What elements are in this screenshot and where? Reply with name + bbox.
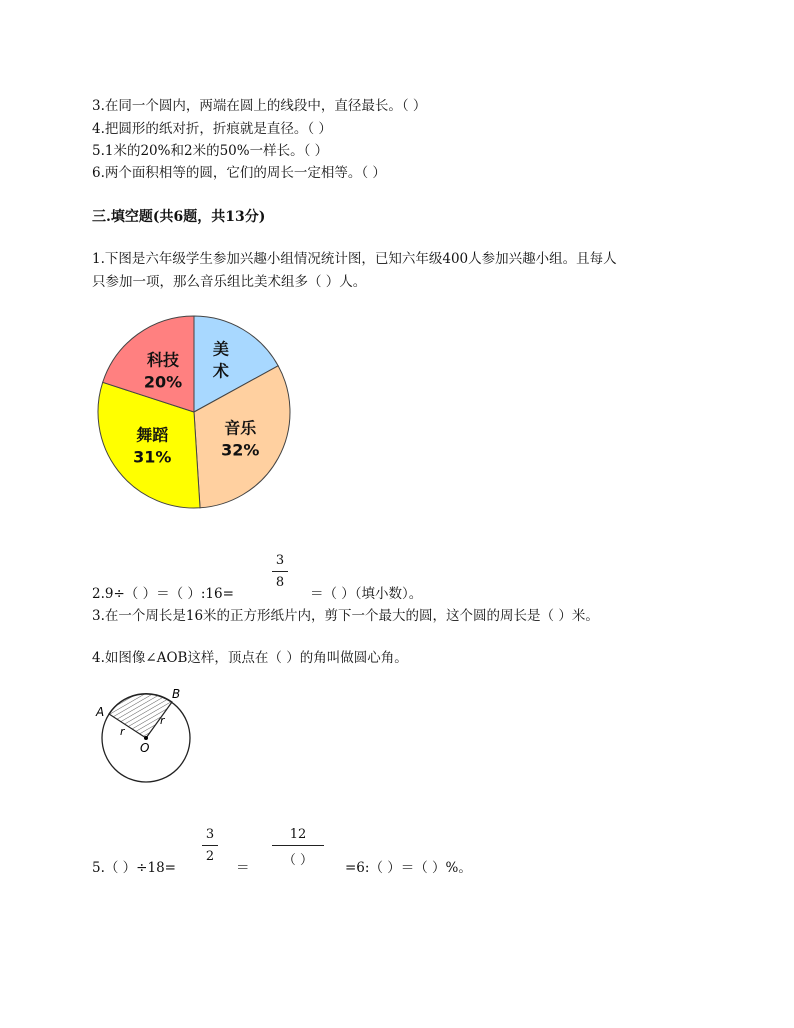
fill-q4: 4.如图像∠AOB这样，顶点在（ ）的角叫做圆心角。 <box>92 650 408 666</box>
fill-q1-line2: 只参加一项，那么音乐组比美术组多（ ）人。 <box>92 274 367 290</box>
section-heading: 三.填空题(共6题，共13分) <box>92 209 266 225</box>
question-3: 3.在同一个圆内，两端在圆上的线段中，直径最长。（ ） <box>92 98 427 114</box>
fill-q2-prefix: 2.9÷（ ）＝（ ）:16= <box>92 586 234 602</box>
pie-value-label-1: 32% <box>221 440 260 460</box>
pie-value-label-2: 31% <box>133 447 172 467</box>
fraction-numerator: 3 <box>275 553 285 568</box>
fraction2-bar <box>272 845 324 846</box>
label-r-right: r <box>160 714 165 727</box>
fill-q5-fraction2 <box>272 827 324 868</box>
label-o: O <box>140 741 150 755</box>
question-6: 6.两个面积相等的圆，它们的周长一定相等。（ ） <box>92 165 386 181</box>
circle-figure <box>94 686 204 790</box>
pie-chart <box>94 312 294 516</box>
pie-value-label-3: 20% <box>143 372 183 392</box>
fraction1-numerator: 3 <box>205 827 215 842</box>
question-4: 4.把圆形的纸对折，折痕就是直径。（ ） <box>92 121 332 137</box>
fill-q5-equals: ＝ <box>236 860 250 876</box>
pie-chart-svg <box>94 312 294 512</box>
center-point <box>144 736 148 740</box>
fraction-denominator: 8 <box>275 575 285 590</box>
fraction2-numerator: 12 <box>289 827 307 842</box>
fraction1-denominator: 2 <box>205 849 215 864</box>
circle-figure-svg <box>94 686 204 786</box>
fraction-bar <box>272 571 288 572</box>
label-a: A <box>96 705 105 719</box>
fill-q2-fraction <box>272 553 288 590</box>
fill-q1-line1: 1.下图是六年级学生参加兴趣小组情况统计图，已知六年级400人参加兴趣小组。且每人 <box>92 251 617 267</box>
pie-label-0: 美术 <box>212 339 229 381</box>
fill-q5-part2: =6:（ ）＝（ ）%。 <box>345 860 472 876</box>
pie-label-3: 科技 <box>146 350 179 370</box>
fill-q3: 3.在一个周长是16米的正方形纸片内，剪下一个最大的圆，这个圆的周长是（ ）米。 <box>92 608 599 624</box>
label-r-left: r <box>120 725 125 738</box>
fill-q5-fraction1 <box>202 827 218 864</box>
fill-q5-part1: 5.（ ）÷18= <box>92 860 176 876</box>
fill-q2-suffix: ＝（ ）（填小数）。 <box>310 586 423 602</box>
pie-label-1: 音乐 <box>224 418 257 438</box>
label-b: B <box>172 687 181 701</box>
fraction1-bar <box>202 845 218 846</box>
fraction2-denominator: （ ） <box>282 853 314 868</box>
question-5: 5.1米的20%和2米的50%一样长。（ ） <box>92 143 329 159</box>
pie-label-2: 舞蹈 <box>136 425 169 445</box>
